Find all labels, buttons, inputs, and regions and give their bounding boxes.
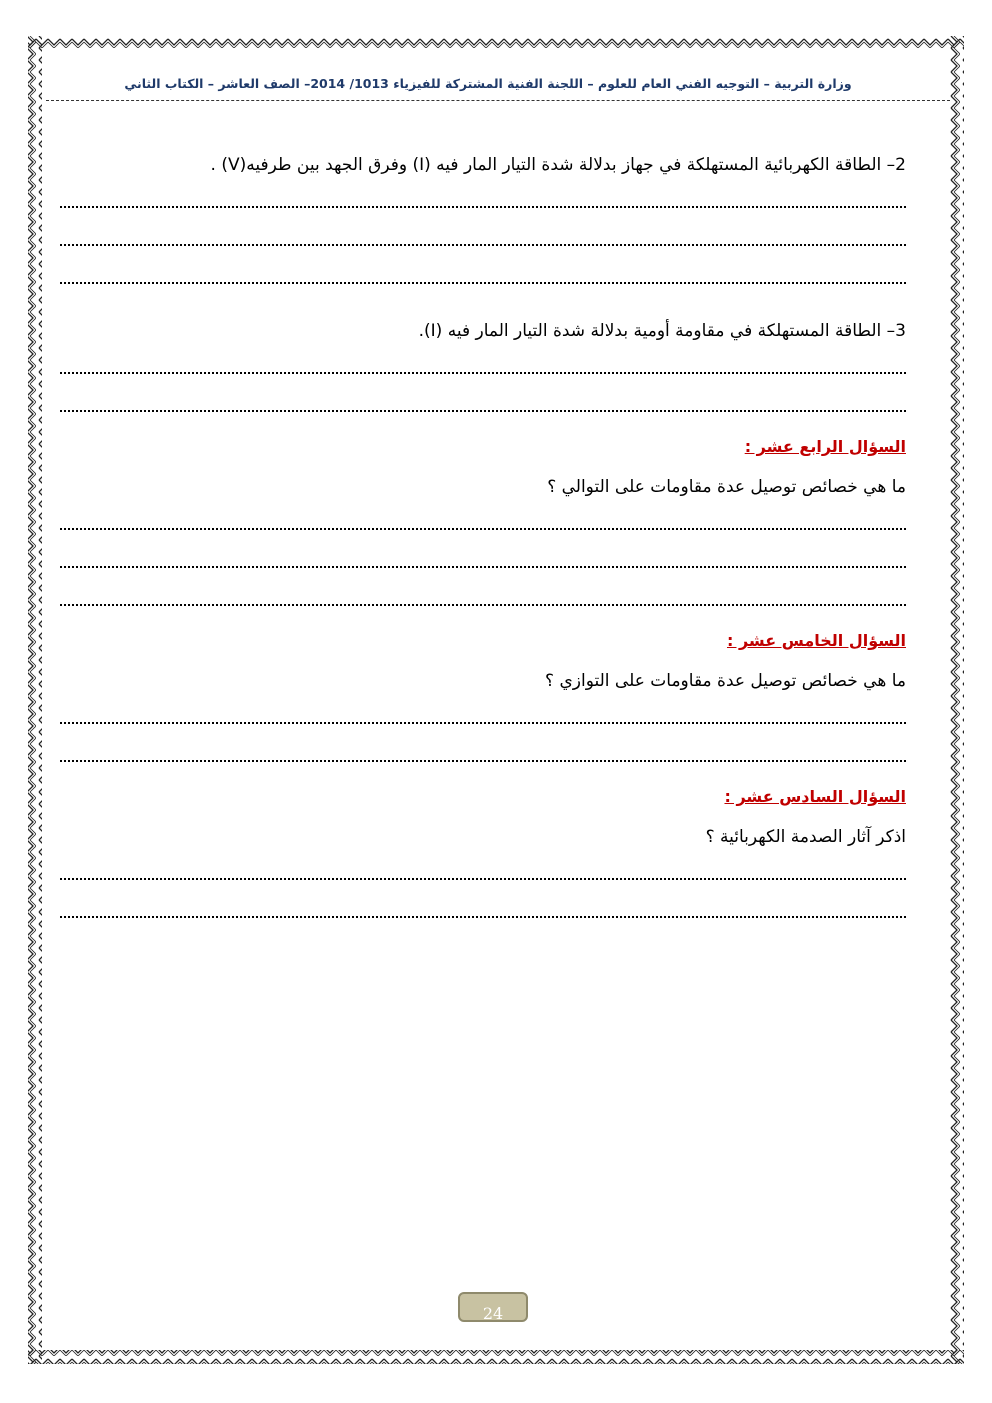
question-14-text: ما هي خصائص توصيل عدة مقاومات على التوالي ؟ xyxy=(547,477,906,497)
page-number-badge: 24 xyxy=(458,1292,528,1322)
answer-line xyxy=(60,734,906,772)
worksheet-content xyxy=(60,150,906,928)
answer-line xyxy=(60,540,906,578)
page-header: وزارة التربية – التوجيه الفني العام للعلوم – اللجنة الفنية المشتركة للفيزياء 1013/ 2014– الصف العاشر – الكتاب الثاني xyxy=(124,76,852,91)
answer-line xyxy=(60,696,906,734)
question-15-heading: السؤال الخامس عشر : xyxy=(727,631,906,650)
question-15-text: ما هي خصائص توصيل عدة مقاومات على التوازي ؟ xyxy=(545,671,906,691)
answer-line xyxy=(60,256,906,294)
header-divider xyxy=(46,100,950,101)
item-2-text: 2– الطاقة الكهربائية المستهلكة في جهاز بدلالة شدة التيار المار فيه (I) وفرق الجهد بين طرفيه(V) . xyxy=(210,155,906,175)
item-3-text: 3– الطاقة المستهلكة في مقاومة أومية بدلالة شدة التيار المار فيه (I). xyxy=(418,321,906,341)
answer-line xyxy=(60,384,906,422)
answer-line xyxy=(60,346,906,384)
answer-line xyxy=(60,218,906,256)
answer-line xyxy=(60,180,906,218)
answer-line xyxy=(60,852,906,890)
question-16-text: اذكر آثار الصدمة الكهربائية ؟ xyxy=(705,827,906,847)
answer-line xyxy=(60,890,906,928)
question-16-heading: السؤال السادس عشر : xyxy=(724,787,906,806)
question-14-heading: السؤال الرابع عشر : xyxy=(744,437,906,456)
answer-line xyxy=(60,502,906,540)
answer-line xyxy=(60,578,906,616)
